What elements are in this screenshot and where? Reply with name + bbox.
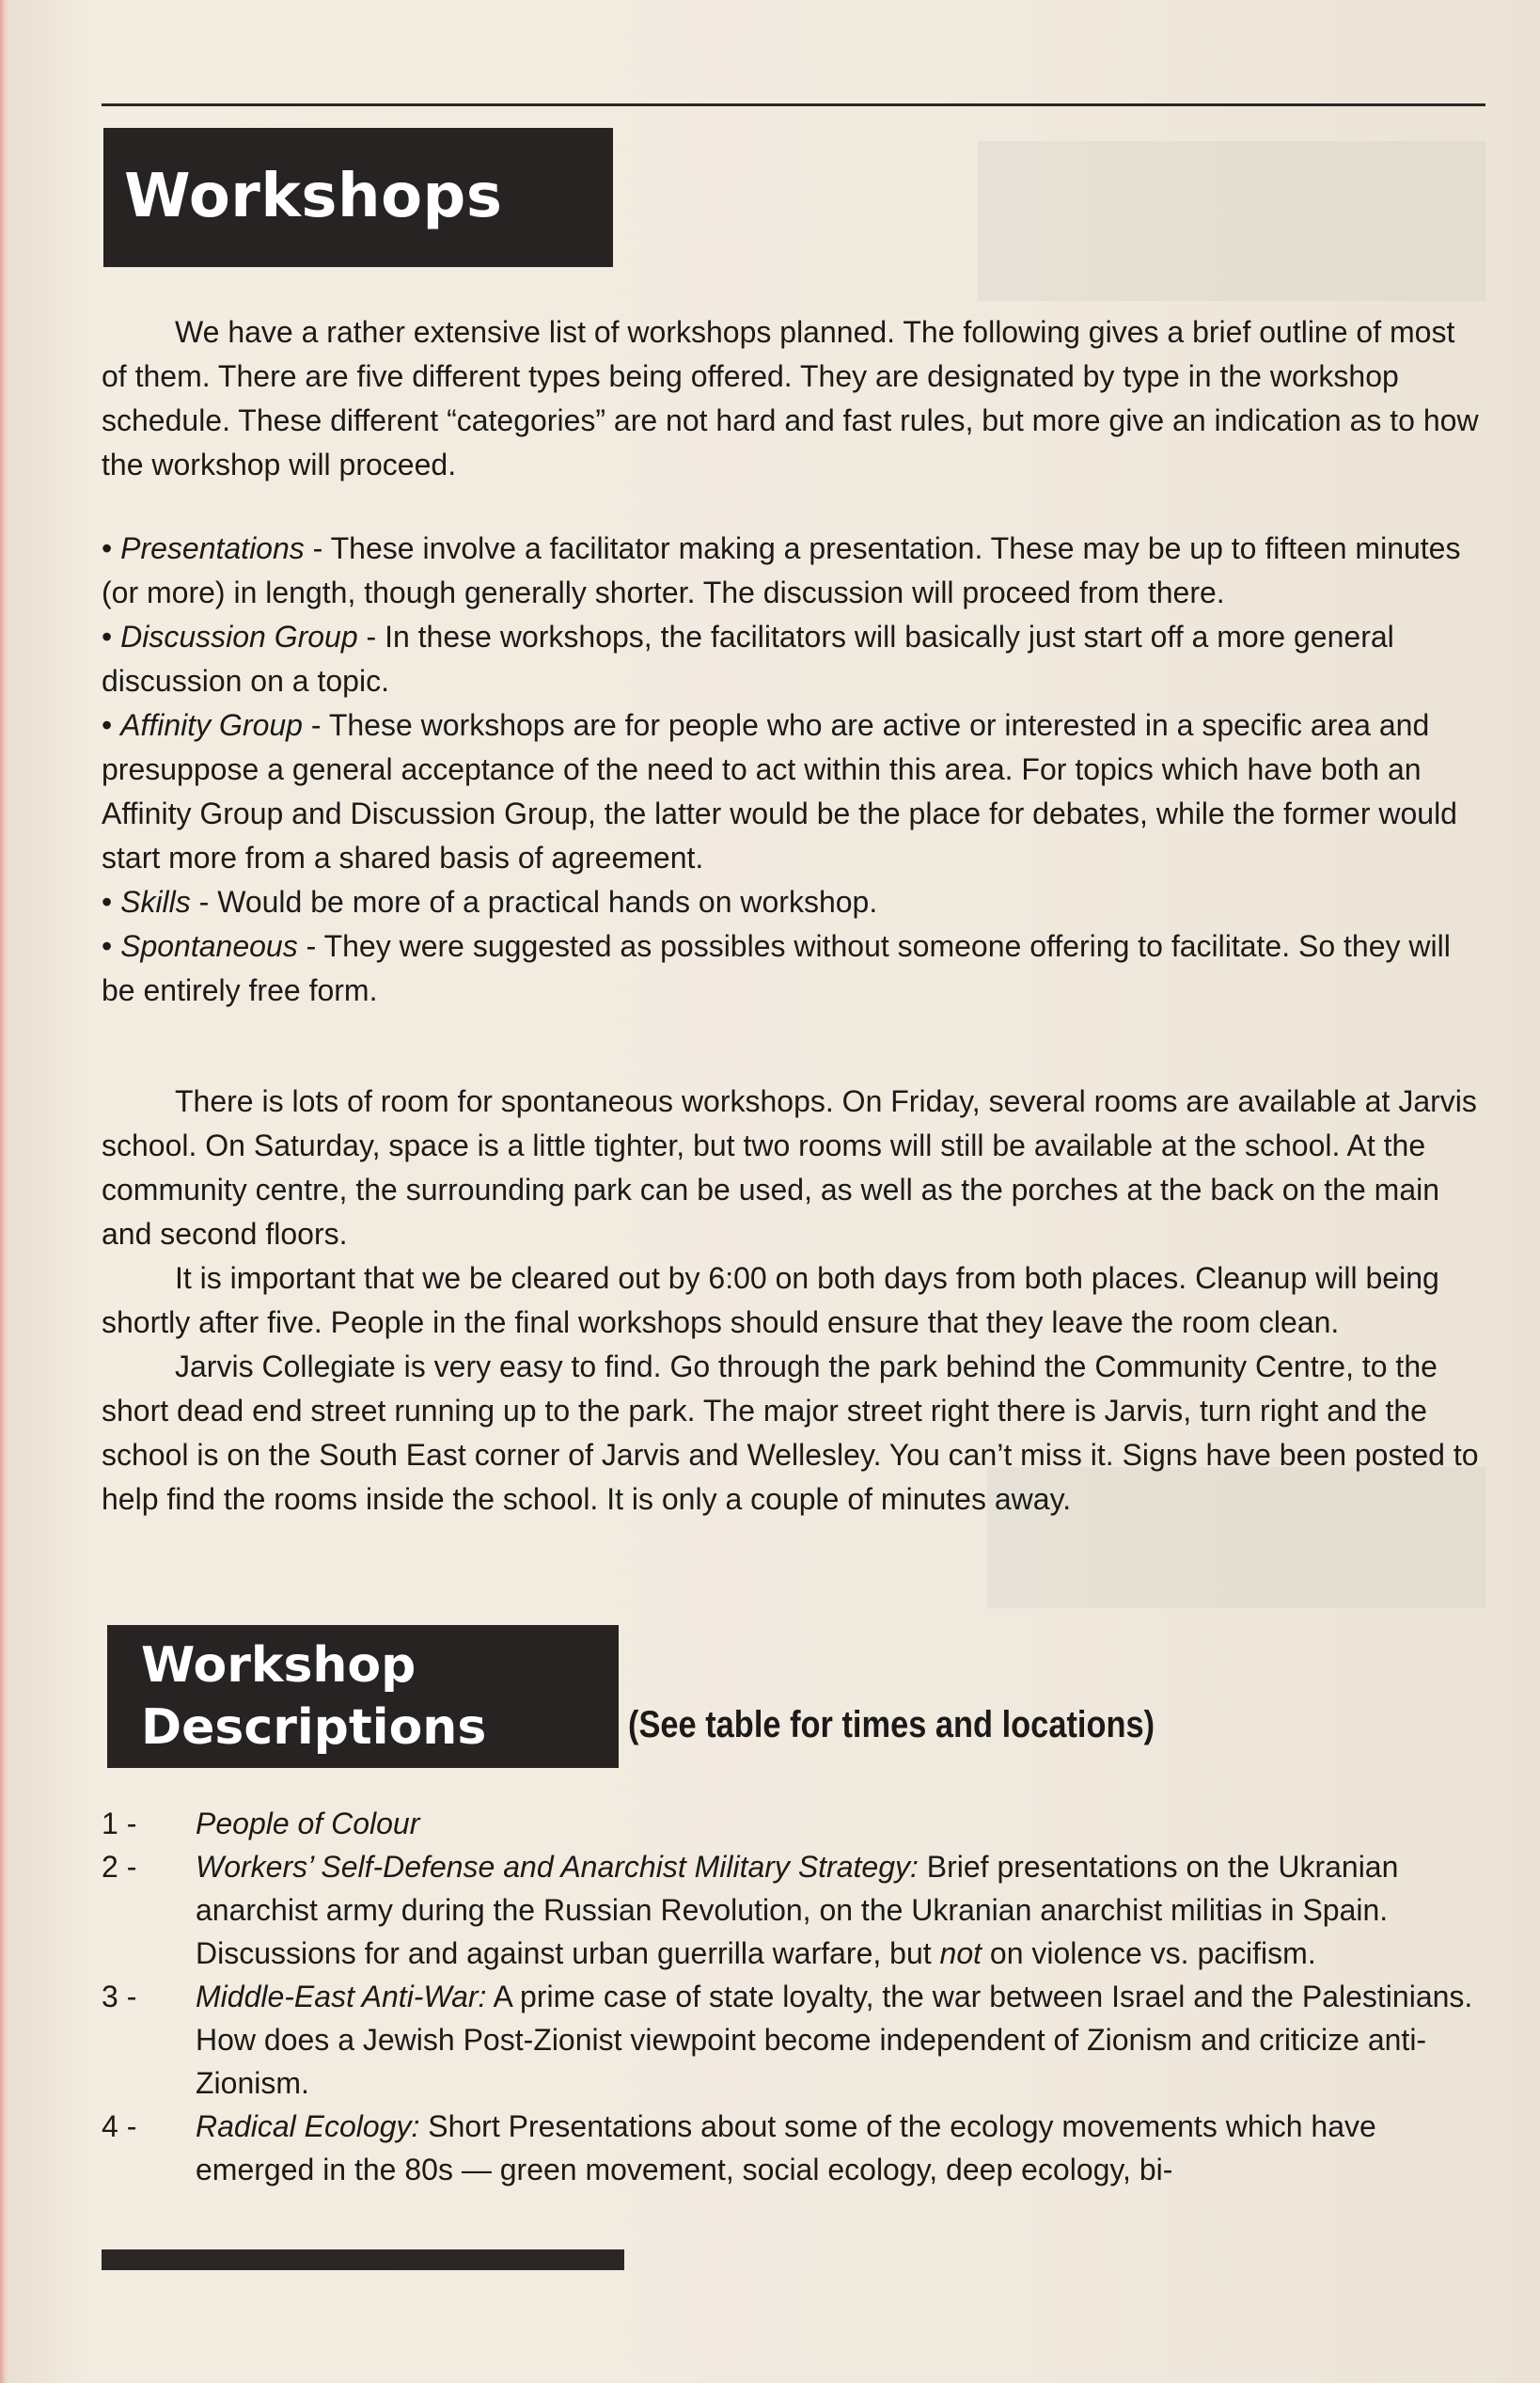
item-title: People of Colour bbox=[196, 1807, 420, 1840]
workshops-title: Workshops bbox=[124, 162, 503, 231]
list-item: 3 - Middle-East Anti-War: A prime case of state loyalty, the war between Israel and the Palestinians. How does a Jewish Post-Zionist viewpoint become independent of Zionism and criticize anti-Zionism. bbox=[102, 1975, 1484, 2105]
intro-text: We have a rather extensive list of workshops planned. The following gives a brief outline of most of them. There are five different types being offered. They are designated by type in the workshop schedule. These different “categories” are not hard and fast rules, but more give an indication as to how the workshop will proceed. bbox=[102, 315, 1479, 481]
descriptions-title-line2: Descriptions bbox=[141, 1699, 487, 1756]
list-item: 2 - Workers’ Self-Defense and Anarchist Military Strategy: Brief presentations on the Ukranian anarchist army during the Russian Revolution, on the Ukranian anarchist militias in Spain. Discussions for and against urban guerrilla warfare, but not on violence vs. pacifism. bbox=[102, 1845, 1484, 1975]
item-title: Workers’ Self-Defense and Anarchist Military Strategy: bbox=[196, 1850, 919, 1884]
item-number: 2 - bbox=[102, 1850, 137, 1884]
top-rule bbox=[102, 103, 1485, 106]
item-number: 4 - bbox=[102, 2109, 137, 2143]
see-table-note: (See table for times and locations) bbox=[628, 1704, 1155, 1745]
list-item bbox=[102, 1802, 1484, 1845]
item-title: Radical Ecology: bbox=[196, 2109, 420, 2143]
category-item: • Discussion Group - In these workshops, the facilitators will basically just start off a more general discussion on a topic. bbox=[102, 620, 1394, 698]
bleed-through bbox=[978, 141, 1485, 301]
rooms-section bbox=[102, 1080, 1484, 1522]
intro-paragraph bbox=[102, 310, 1484, 487]
item-number: 1 - bbox=[102, 1807, 137, 1840]
item-number: 3 - bbox=[102, 1980, 137, 2013]
workshop-categories bbox=[102, 527, 1484, 1013]
category-item: • Spontaneous - They were suggested as possibles without someone offering to facilitate. So they will be entirely free form. bbox=[102, 929, 1451, 1007]
rooms-paragraph: There is lots of room for spontaneous workshops. On Friday, several rooms are available at Jarvis school. On Saturday, space is a little tighter, but two rooms will still be available at the school. At the community centre, the surrounding park can be used, as well as the porches at the back on the main and second floors. bbox=[102, 1084, 1477, 1251]
workshops-header bbox=[103, 128, 613, 267]
category-item: • Affinity Group - These workshops are for people who are active or interested in a specific area and presuppose a general acceptance of the need to act within this area. For topics which have both an Affinity Group and Discussion Group, the latter would be the place for debates, while the former would start more from a shared basis of agreement. bbox=[102, 708, 1457, 875]
workshop-descriptions bbox=[102, 1802, 1484, 2191]
page-edge bbox=[0, 0, 9, 2383]
category-item: • Skills - Would be more of a practical hands on workshop. bbox=[102, 885, 878, 919]
descriptions-title-line1: Workshop bbox=[141, 1637, 416, 1694]
bottom-bar bbox=[102, 2249, 624, 2270]
item-title: Middle-East Anti-War: bbox=[196, 1980, 487, 2013]
list-item: 4 - Radical Ecology: Short Presentations about some of the ecology movements which have emerged in the 80s — green movement, social ecology, deep ecology, bi- bbox=[102, 2105, 1484, 2191]
category-item: • Presentations - These involve a facilitator making a presentation. These may be up to fifteen minutes (or more) in length, though generally shorter. The discussion will proceed from there. bbox=[102, 531, 1461, 609]
directions-paragraph: Jarvis Collegiate is very easy to find. Go through the park behind the Community Centre, to the short dead end street running up to the park. The major street right there is Jarvis, turn right and the school is on the South East corner of Jarvis and Wellesley. You can’t miss it. Signs have been posted to help find the rooms inside the school. It is only a couple of minutes away. bbox=[102, 1349, 1479, 1516]
cleanup-paragraph: It is important that we be cleared out by 6:00 on both days from both places. Cleanup will being shortly after five. People in the final workshops should ensure that they leave the room clean. bbox=[102, 1261, 1439, 1339]
descriptions-header bbox=[107, 1625, 619, 1768]
